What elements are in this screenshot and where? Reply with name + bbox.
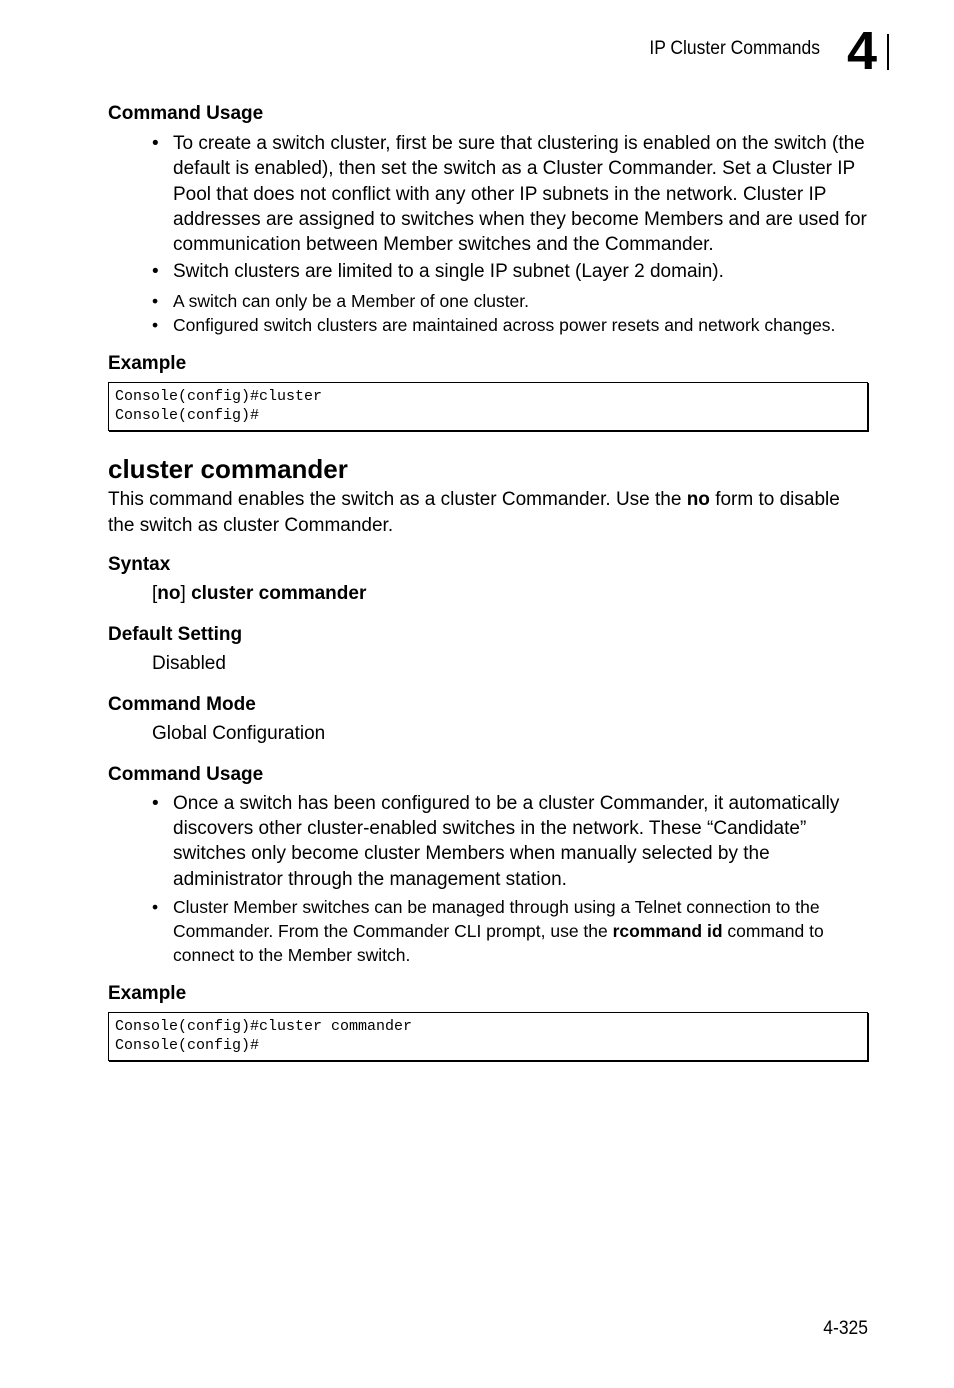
list-item: • A switch can only be a Member of one cluster.: [108, 289, 868, 313]
syntax-command: cluster commander: [191, 582, 367, 604]
command-usage-heading-1: Command Usage: [108, 103, 264, 124]
command-usage-heading-2: Command Usage: [108, 763, 264, 785]
description-text: form to disable the switch as cluster Commander.: [108, 488, 840, 536]
command-mode-value: Global Configuration: [152, 722, 326, 744]
list-item-text: Cluster Member switches can be managed through using a Telnet connection to the Commander. From the Commander CLI prompt, use the: [173, 896, 820, 941]
syntax-bracket: [: [152, 582, 158, 604]
command-mode-heading: Command Mode: [108, 693, 256, 715]
command-title: cluster commander: [108, 453, 348, 484]
rcommand-keyword: rcommand id: [612, 920, 723, 941]
list-item: • Configured switch clusters are maintained across power resets and network changes.: [108, 313, 868, 337]
code-line: Console(config)#: [115, 406, 260, 424]
page-content: [108, 100, 868, 1061]
default-setting-heading: Default Setting: [108, 623, 243, 645]
default-setting-value: Disabled: [152, 652, 226, 674]
syntax-keyword-no: no: [157, 582, 181, 604]
example-heading-1: Example: [108, 352, 187, 374]
list-item: • To create a switch cluster, first be sure that clustering is enabled on the switch (the default is enabled), then set the switch as a Cluster Commander. Set a Cluster IP Pool that does not conflict with any other IP subnets in the network. Cluster IP addresses are assigned to switches when they become Members and are used for communication between Member switches and the Commander.: [108, 131, 868, 257]
chapter-divider: [887, 34, 889, 70]
example-heading-2: Example: [108, 982, 187, 1004]
syntax-heading: Syntax: [108, 553, 171, 575]
running-header-title: IP Cluster Commands: [649, 38, 820, 59]
list-item: • Once a switch has been configured to be a cluster Commander, it automatically discovers other cluster-enabled switches in the network. These “Candidate” switches only become cluster Members when manually selected by the administrator through the management station.: [108, 791, 868, 892]
code-line: Console(config)#cluster: [115, 387, 323, 405]
code-example-2: [108, 1012, 868, 1061]
code-line: Console(config)#: [115, 1036, 260, 1054]
command-usage-list-1: [108, 131, 868, 337]
command-usage-list-2: [108, 791, 868, 967]
description-text: This command enables the switch as a cluster Commander. Use the: [108, 488, 687, 510]
keyword-no: no: [686, 488, 710, 510]
syntax-bracket: ]: [180, 582, 192, 604]
syntax-line: [108, 581, 868, 607]
command-description: [108, 487, 868, 539]
list-item: [108, 895, 868, 967]
chapter-number: 4: [846, 21, 878, 81]
list-item: • Switch clusters are limited to a single IP subnet (Layer 2 domain).: [108, 259, 868, 284]
page-number: 4-325: [823, 1318, 868, 1339]
code-line: Console(config)#cluster commander: [115, 1017, 413, 1035]
code-example-1: [108, 382, 868, 431]
list-item-text: command to connect to the Member switch.: [173, 920, 824, 965]
